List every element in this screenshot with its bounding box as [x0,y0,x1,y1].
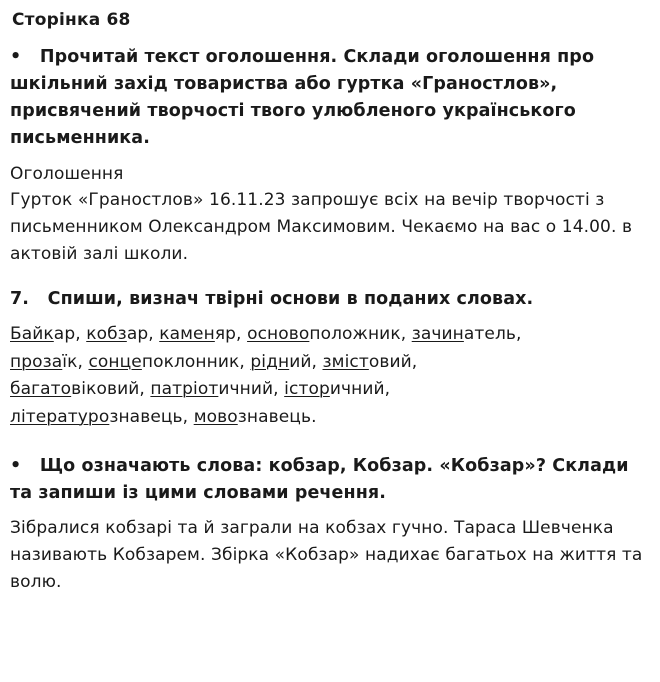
word-item [10,407,194,427]
word-stem: істор [284,379,330,400]
task-kobzar [10,453,648,596]
word-line [10,349,648,377]
word-stem: камен [159,324,215,345]
word-stem: літературо [10,406,110,427]
task-announcement [10,44,648,268]
word-item [86,324,159,344]
word-stem: сонце [88,351,142,372]
bullet-marker: • [10,456,34,477]
task-kobzar-answer: Зібралися кобзарі та й заграли на кобзах гучно. Тараса Шевченка називають Кобзарем. Збірка «Кобзар» надихає багатьох на життя та волю. [10,518,643,593]
task-7-number: 7. [10,288,42,309]
task-7-prompt-text: Спиши, визнач твірні основи в поданих словах. [47,288,534,309]
word-item [159,324,247,344]
word-stem: багато [10,379,72,400]
word-rest: положник, [309,324,412,345]
page-title: Сторінка 68 [12,10,131,30]
word-item [10,352,88,372]
word-item [284,379,390,399]
word-stem: кобз [86,324,127,345]
task-announcement-prompt [10,44,648,153]
word-item [323,352,418,372]
word-stem: мово [193,406,238,427]
word-rest: ичний, [329,379,391,400]
task-7-word-list [10,321,648,431]
word-stem: патріот [150,379,219,400]
word-item [10,324,86,344]
word-stem: зміст [322,351,369,372]
word-rest: віковий, [71,379,151,400]
spacer [10,272,648,286]
word-rest: знавець, [109,406,194,427]
spacer [10,435,648,453]
word-stem: проза [10,351,63,372]
bullet-marker: • [10,47,34,67]
word-item [194,407,317,427]
word-item [10,379,150,399]
word-rest: їк, [62,351,89,372]
word-item [150,379,284,399]
word-rest: ий, [289,351,323,372]
word-rest: ичний, [218,379,285,400]
word-stem: осново [247,324,310,345]
task-kobzar-prompt [10,453,648,507]
word-stem: Байк [10,324,54,345]
task-7 [10,286,648,431]
announcement-heading: Оголошення [10,163,124,184]
word-line [10,404,648,432]
word-rest: знавець. [237,406,317,427]
announcement-body: Гурток «Граностлов» 16.11.23 запрошує всіх на вечір творчості з письменником Олександром Максимовим. Чекаємо на вас о 14.00. в актовій залі школи. [10,190,633,265]
task-announcement-prompt-text: Прочитай текст оголошення. Склади оголошення про шкільний захід товариства або гуртка «Граностлов», присвячений творчості твого улюбленого українського письменника. [10,47,595,149]
word-rest: ар, [126,324,160,345]
word-rest: атель, [463,324,522,345]
task-kobzar-prompt-text: Що означають слова: кобзар, Кобзар. «Кобзар»? Склади та запиши із цими словами речення. [10,456,629,504]
word-item [412,324,522,344]
word-rest: овий, [368,351,418,372]
word-rest: ар, [53,324,87,345]
task-7-prompt [10,286,648,313]
word-item [88,352,250,372]
word-item [250,352,322,372]
word-stem: зачин [411,324,464,345]
word-line [10,321,648,349]
word-rest: яр, [214,324,248,345]
word-rest: поклонник, [141,351,251,372]
word-line [10,376,648,404]
word-stem: рідн [250,351,290,372]
word-item [247,324,412,344]
